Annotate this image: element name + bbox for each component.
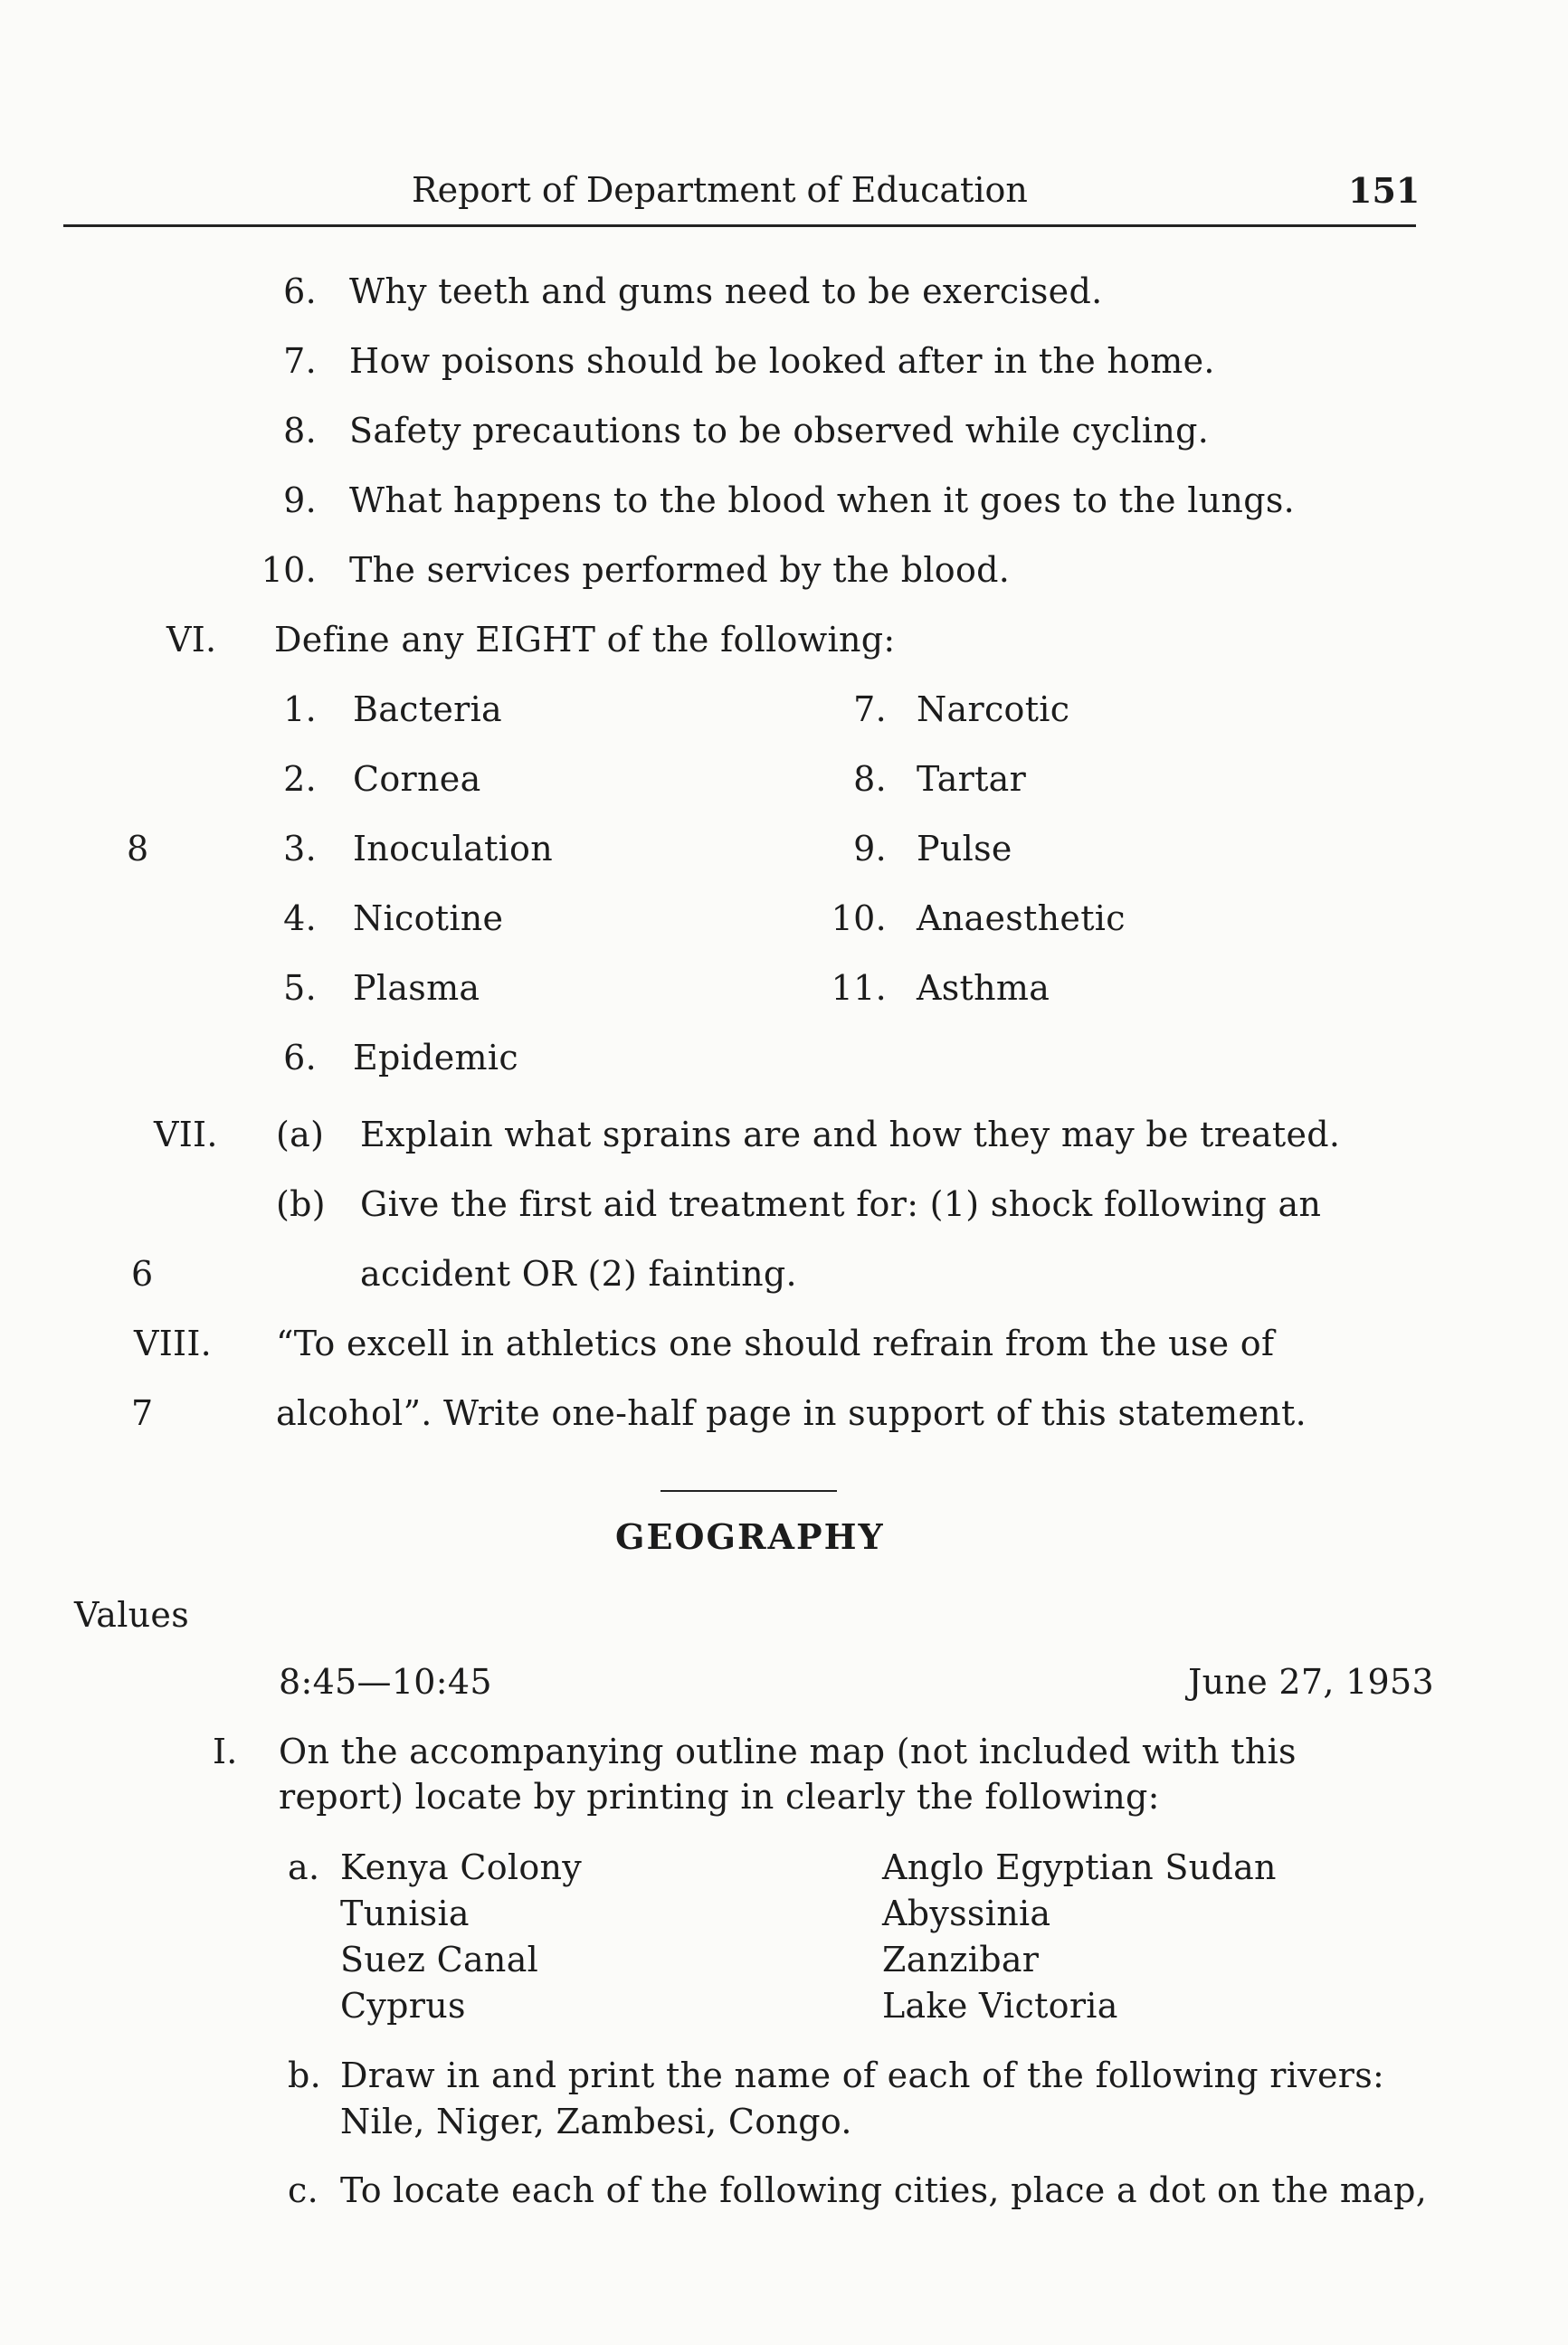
term-number: 4.: [283, 898, 317, 938]
header-rule: [63, 224, 1416, 227]
question-text: Why teeth and gums need to be exercised.: [349, 271, 1103, 311]
exam-time: 8:45—10:45: [279, 1662, 492, 1702]
place-name: Cyprus: [340, 1986, 466, 2026]
question-text: Give the first aid treatment for: (1) shock following an: [360, 1184, 1322, 1224]
term: Pulse: [917, 829, 1012, 869]
question-text: Safety precautions to be observed while cycling.: [349, 411, 1210, 451]
values-label: Values: [74, 1595, 190, 1635]
term-number: 3.: [283, 829, 317, 869]
question-text: report) locate by printing in clearly the following:: [279, 1777, 1160, 1817]
term-number: 10.: [831, 898, 887, 938]
place-name: Suez Canal: [340, 1940, 539, 1979]
place-name: Abyssinia: [882, 1894, 1051, 1933]
question-text: “To excell in athletics one should refrain from the use of: [276, 1324, 1275, 1363]
section-numeral: VII.: [154, 1115, 218, 1154]
item-number: 10.: [261, 550, 317, 590]
question-text: On the accompanying outline map (not included with this: [279, 1732, 1297, 1771]
exam-date: June 27, 1953: [1188, 1662, 1434, 1702]
value-mark: 6: [131, 1254, 154, 1294]
item-number: 7.: [283, 341, 317, 381]
term-number: 8.: [853, 759, 887, 799]
question-text: Draw in and print the name of each of the following rivers:: [340, 2055, 1385, 2095]
value-mark: 7: [131, 1393, 154, 1433]
question-text: Explain what sprains are and how they may be treated.: [360, 1115, 1341, 1154]
term: Nicotine: [353, 898, 504, 938]
sub-label: a.: [288, 1847, 320, 1887]
question-text: alcohol”. Write one-half page in support of this statement.: [276, 1393, 1307, 1433]
term-number: 11.: [831, 968, 887, 1008]
term: Bacteria: [353, 689, 502, 729]
question-text: How poisons should be looked after in the home.: [349, 341, 1215, 381]
sub-label: b.: [288, 2055, 322, 2095]
term-number: 6.: [283, 1038, 317, 1078]
question-text: Nile, Niger, Zambesi, Congo.: [340, 2102, 852, 2141]
item-number: 6.: [283, 271, 317, 311]
section-numeral: VI.: [166, 620, 217, 660]
value-mark: 8: [127, 829, 149, 869]
section-divider: [660, 1490, 837, 1492]
place-name: Tunisia: [340, 1894, 470, 1933]
running-header-title: Report of Department of Education: [412, 170, 1028, 210]
place-name: Lake Victoria: [882, 1986, 1118, 2026]
place-name: Zanzibar: [882, 1940, 1040, 1979]
term-number: 1.: [283, 689, 317, 729]
question-text: The services performed by the blood.: [349, 550, 1011, 590]
term: Epidemic: [353, 1038, 518, 1078]
term: Narcotic: [917, 689, 1070, 729]
term-number: 7.: [853, 689, 887, 729]
question-text: accident OR (2) fainting.: [360, 1254, 797, 1294]
sub-label: c.: [288, 2170, 318, 2210]
question-numeral: I.: [213, 1732, 238, 1771]
place-name: Kenya Colony: [340, 1847, 583, 1887]
item-number: 8.: [283, 411, 317, 451]
term: Cornea: [353, 759, 481, 799]
term: Asthma: [917, 968, 1050, 1008]
term: Tartar: [917, 759, 1027, 799]
question-text: To locate each of the following cities, place a dot on the map,: [340, 2170, 1428, 2210]
term: Anaesthetic: [917, 898, 1126, 938]
term-number: 2.: [283, 759, 317, 799]
item-number: 9.: [283, 480, 317, 520]
sub-label: (b): [276, 1184, 326, 1224]
term: Inoculation: [353, 829, 554, 869]
term: Plasma: [353, 968, 480, 1008]
page-number: 151: [1348, 170, 1421, 211]
sub-label: (a): [276, 1115, 325, 1154]
term-number: 9.: [853, 829, 887, 869]
section-title: GEOGRAPHY: [615, 1516, 885, 1557]
question-text: What happens to the blood when it goes to the lungs.: [349, 480, 1295, 520]
section-instruction: Define any EIGHT of the following:: [274, 620, 896, 660]
term-number: 5.: [283, 968, 317, 1008]
place-name: Anglo Egyptian Sudan: [882, 1847, 1277, 1887]
section-numeral: VIII.: [134, 1324, 213, 1363]
